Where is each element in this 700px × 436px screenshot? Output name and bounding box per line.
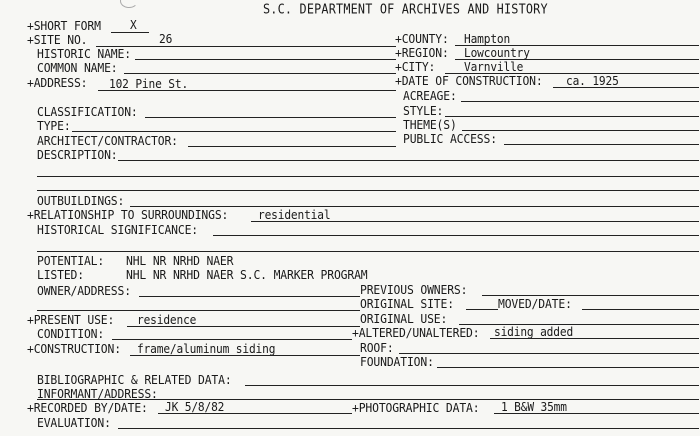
region-value: Lowcountry [464,45,530,61]
common-name-label: COMMON NAME: [37,59,118,76]
address-value: 102 Pine St. [109,76,189,92]
short-form-label: +SHORT FORM [27,17,101,34]
original-use-label: ORIGINAL USE: [360,310,448,327]
site-no-line [96,46,396,47]
relationship-line [251,221,699,222]
common-name-line [124,73,396,74]
historical-significance-label: HISTORICAL SIGNIFICANCE: [37,221,198,238]
address-label: +ADDRESS: [27,74,88,91]
condition-line [112,339,352,340]
acreage-label: ACREAGE: [403,87,457,104]
listed-label: LISTED: [37,266,84,283]
altered-line [490,338,699,339]
informant-label: INFORMANT/ADDRESS: [37,385,158,402]
bibliographic-line [245,385,699,386]
potential-label: POTENTIAL: [37,252,105,269]
city-label: +CITY: [395,58,436,75]
themes-line [462,130,699,131]
architect-label: ARCHITECT/CONTRACTOR: [37,132,178,149]
historic-name-line [135,59,396,60]
present-use-value: residence [137,312,197,328]
type-label: TYPE: [37,117,71,134]
construction-line [130,355,360,356]
foundation-line [437,367,699,368]
relationship-value: residential [258,207,331,223]
description-line-2 [37,176,699,177]
description-line-1 [118,160,699,161]
moved-date-label: MOVED/DATE: [498,295,572,312]
moved-date-line [582,309,699,310]
owner-address-line-2 [37,310,360,311]
stamp-mark [120,0,138,8]
form-title: S.C. DEPARTMENT OF ARCHIVES AND HISTORY [263,1,548,17]
present-use-label: +PRESENT USE: [27,311,115,328]
altered-label: +ALTERED/UNALTERED: [352,324,480,341]
photographic-data-value: 1 B&W 35mm [501,399,567,415]
county-value: Hampton [464,31,511,47]
classification-label: CLASSIFICATION: [37,103,138,120]
listed-options: NHL NR NRHD NAER S.C. MARKER PROGRAM [126,266,368,283]
roof-label: ROOF: [360,339,394,356]
region-label: +REGION: [395,44,449,61]
description-line-3 [37,190,699,191]
historic-name-label: HISTORIC NAME: [37,45,131,62]
evaluation-line [118,428,699,429]
original-site-line [466,309,498,310]
condition-label: CONDITION: [37,325,105,342]
bibliographic-label: BIBLIOGRAPHIC & RELATED DATA: [37,371,232,388]
foundation-label: FOUNDATION: [360,353,434,370]
address-line [98,90,396,91]
recorded-by-line [158,413,352,414]
construction-value: frame/aluminum siding [137,341,276,357]
construction-label: +CONSTRUCTION: [27,340,121,357]
outbuildings-label: OUTBUILDINGS: [37,192,125,209]
original-site-label: ORIGINAL SITE: [360,295,454,312]
photographic-data-line [494,413,699,414]
classification-line [145,117,396,118]
description-label: DESCRIPTION: [37,146,118,163]
date-construction-value: ca. 1925 [566,73,619,89]
county-label: +COUNTY: [395,30,449,47]
short-form-value: X [130,17,137,33]
owner-address-label: OWNER/ADDRESS: [37,282,131,299]
recorded-by-label: +RECORDED BY/DATE: [27,399,148,416]
type-line [72,131,396,132]
site-no-label: +SITE NO. [27,31,88,48]
themes-label: THEME(S) [403,116,457,133]
site-no-value: 26 [159,31,173,47]
roof-line [399,353,699,354]
recorded-by-value: JK 5/8/82 [165,399,225,415]
city-value: Varnville [464,59,524,75]
public-access-label: PUBLIC ACCESS: [403,130,497,147]
potential-options: NHL NR NRHD NAER [126,252,234,269]
architect-line [188,146,396,147]
public-access-line [504,144,699,145]
altered-value: siding added [494,324,574,340]
historical-significance-line-2 [37,251,699,252]
photographic-data-label: +PHOTOGRAPHIC DATA: [352,399,480,416]
relationship-label: +RELATIONSHIP TO SURROUNDINGS: [27,206,229,223]
acreage-line [461,101,699,102]
historical-significance-line-1 [213,235,699,236]
short-form-line [111,32,149,33]
evaluation-label: EVALUATION: [37,414,111,431]
date-construction-label: +DATE OF CONSTRUCTION: [395,72,543,89]
date-construction-line [553,87,699,88]
owner-address-line [139,296,360,297]
style-line [445,116,699,117]
style-label: STYLE: [403,102,444,119]
present-use-line [127,326,360,327]
previous-owners-label: PREVIOUS OWNERS: [360,281,468,298]
